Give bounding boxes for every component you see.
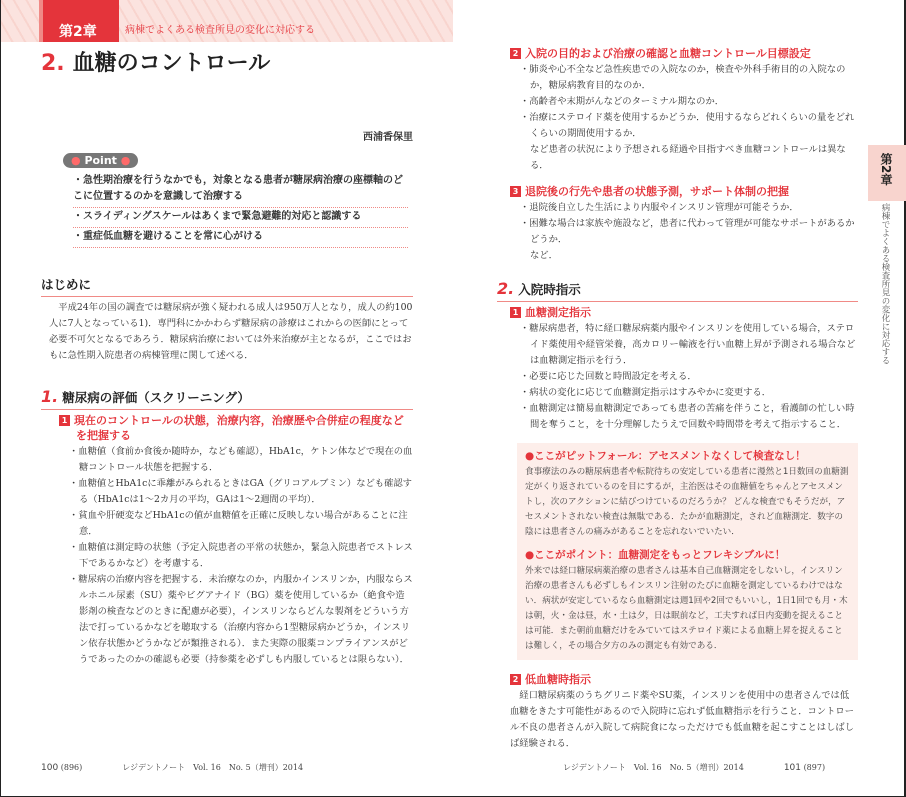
subsection-title: 退院後の行先や患者の状態予測，サポート体制の把握 xyxy=(525,185,789,198)
section1-title: 糖尿病の評価（スクリーニング） xyxy=(62,390,250,405)
page-number: 101 xyxy=(783,763,802,773)
subsection-2-2-text: 経口糖尿病薬のうちグリニド薬やSU薬，インスリンを使用中の患者さんでは低血糖をきたす可能性があるので入院時に忘れず低血糖指示を行うこと．コントロール不良の患者さんが入院して病院食になっただけでも低血糖を起こすことはしばしば経験される． xyxy=(510,690,854,749)
section1-heading xyxy=(41,388,413,410)
tip-title: ●ここがポイント：血糖測定をもっとフレキシブルに！ xyxy=(525,549,786,561)
point-label-text: Point xyxy=(84,154,117,167)
subsection-2-1 xyxy=(510,305,858,320)
subsection-2-2 xyxy=(510,672,858,687)
right-footer-journal: レジデントノート Vol. 16 No. 5（増刊）2014 xyxy=(563,763,744,772)
page-number: 100 xyxy=(41,763,59,773)
subsection-title: 入院の目的および治療の確認と血糖コントロール目標設定 xyxy=(525,47,811,60)
point-item: ・急性期治療を行うなかでも，対象となる患者が糖尿病治療の座標軸のどこに位置するのかを意識して治療する xyxy=(73,172,408,208)
chapter-header xyxy=(39,0,413,42)
num-badge: 2 xyxy=(510,674,521,685)
section2-heading xyxy=(497,280,858,302)
intro-paragraph: 平成24年の国の調査では糖尿病が強く疑われる成人は950万人となり，成人の約100人に7人となっている1)．専門科にかかわらず糖尿病の診療はこれからの医師にとって必要不可欠となるであろう．糖尿病治療においては外来治療が主となるが，ここではおもに急性期入院患者の病棟管理に関して述べる． xyxy=(49,302,413,361)
tips-box xyxy=(517,443,858,660)
num-badge: 1 xyxy=(59,415,70,426)
list-item: ・血糖測定は簡易血糖測定であっても患者の苦痛を伴うこと，看護師の忙しい時間を奪うこと，を十分理解したうえで回数や時間帯を考えて指示すること． xyxy=(520,403,855,430)
subsection-title: 低血糖時指示 xyxy=(525,673,591,686)
subsection-1-1 xyxy=(59,413,413,443)
section2-number: 2. xyxy=(497,279,515,298)
subsection-1-1-list xyxy=(69,444,413,668)
pitfall-title: ●ここがピットフォール：アセスメントなくして検査なし！ xyxy=(525,450,806,462)
intro-heading: はじめに xyxy=(41,276,413,297)
page-sub-number: (896) xyxy=(60,763,83,772)
page-sub-number: (897) xyxy=(803,763,826,772)
list-item: ・血糖値とHbA1cに乖離がみられるときはGA（グリコアルブミン）なども確認する（HbA1cは1～2カ月の平均，GAは1～2週間の平均）． xyxy=(69,478,412,505)
subsection-title: 血糖測定指示 xyxy=(525,306,591,319)
chapter-subtitle: 病棟でよくある検査所見の変化に対応する xyxy=(125,25,315,36)
list-item: ・必要に応じた回数と時間設定を考える． xyxy=(520,371,697,382)
list-item: ・糖尿病の治療内容を把握する．未治療なのか，内服かインスリンか，内服ならスルホニル尿素（SU）薬やビグアナイド（BG）薬を使用しているか（絶食や造影剤の検査などのときに配慮が必要），インスリンならどんな製剤をどういう方法で打っているかなどを聴取する（治療内容から1型糖尿病かどうか，インスリン依存状態かどうかなどが類推される）．また実際の服薬コンプライアンスがどうであったのかの確認も必要（持参薬を必ずしも内服しているとは限らない）． xyxy=(69,574,413,665)
title-number: 2. xyxy=(41,51,65,76)
point-item: ・スライディングスケールはあくまで緊急避難的対応と認識する xyxy=(73,208,408,228)
list-item: ・糖尿病患者，特に経口糖尿病薬内服やインスリンを使用している場合，ステロイド薬使用や経管栄養，高カロリー輸液を行い血糖上昇が予測される場合などは血糖測定指示を行う． xyxy=(520,323,856,366)
list-item: ・困難な場合は家族や施設など，患者に代わって管理が可能なサポートがあるかどうか． xyxy=(520,218,855,245)
list-item: ・高齢者や末期がんなどのターミナル期なのか． xyxy=(520,96,725,107)
list-note: など患者の状況により予想される経過や目指すべき血糖コントロールは異なる． xyxy=(530,144,846,171)
page-title xyxy=(41,50,413,78)
chapter-label: 第2章 xyxy=(39,0,119,42)
num-badge: 2 xyxy=(510,48,521,59)
left-footer xyxy=(41,752,413,796)
subsection-1-3-list xyxy=(520,200,858,264)
right-page-number xyxy=(784,762,825,774)
subsection-2-1-list xyxy=(520,321,858,433)
section1-number: 1. xyxy=(41,387,59,406)
list-item: ・肺炎や心不全など急性疾患での入院なのか，検査や外科手術目的の入院なのか，糖尿病教育目的なのか． xyxy=(520,64,846,91)
subsection-1-2 xyxy=(510,46,858,61)
list-item: ・病状の変化に応じて血糖測定指示はすみやかに変更する． xyxy=(520,387,772,398)
num-badge: 3 xyxy=(510,186,521,197)
pitfall-text: 食事療法のみの糖尿病患者や転院待ちの安定している患者に漫然と1日数回の血糖測定がくり返されているのを目にするが，主治医はその血糖値をちゃんとアセスメントし，次のアクションに結びつけているのだろうか？ どんな検査でもそうだが，アセスメントされない検査は無駄である．たかが血糖測定，されど血糖測定．数字の陰には患者さんの痛みがあることを忘れないでいたい． xyxy=(525,467,849,537)
left-page-number xyxy=(41,762,82,774)
subsection-1-2-list xyxy=(520,62,858,174)
point-label: ● Point ● xyxy=(63,153,138,168)
left-footer-journal: レジデントノート Vol. 16 No. 5（増刊）2014 xyxy=(122,763,304,772)
subsection-title: 現在のコントロールの状態，治療内容，治療歴や合併症の程度などを把握する xyxy=(74,414,404,442)
subsection-1-3 xyxy=(510,184,858,199)
author: 西浦香保里 xyxy=(363,132,413,143)
right-page xyxy=(453,0,906,797)
side-chapter-tab: 第2章 xyxy=(868,145,906,201)
num-badge: 1 xyxy=(510,307,521,318)
list-note: など． xyxy=(530,250,558,261)
list-item: ・血糖値（食前か食後か随時か，なども確認），HbA1c，ケトン体などで現在の血糖コントロール状態を把握する． xyxy=(69,446,413,473)
list-item: ・退院後自立した生活により内服やインスリン管理が可能そうか． xyxy=(520,202,799,213)
title-text: 血糖のコントロール xyxy=(72,51,271,76)
side-chapter-subtitle: 病棟でよくある検査所見の変化に対応する xyxy=(880,203,890,365)
list-item: ・血糖値は測定時の状態（予定入院患者の平常の状態か，緊急入院患者でストレス下であるかなど）を考慮する． xyxy=(69,542,413,569)
list-item: ・治療にステロイド薬を使用するかどうか．使用するならどれくらいの量をどれくらいの期間使用するか． xyxy=(520,112,855,139)
section2-title: 入院時指示 xyxy=(518,282,581,297)
list-item: ・貧血や肝硬変などHbA1cの値が血糖値を正確に反映しない場合があることに注意． xyxy=(69,510,408,537)
point-list xyxy=(73,172,408,248)
point-item: ・重症低血糖を避けることを常に心がける xyxy=(73,228,408,248)
right-footer xyxy=(497,752,858,796)
tip-text: 外来では経口糖尿病薬治療の患者さんは基本自己血糖測定をしないし，インスリン治療の患者さんも必ずしもインスリン注射のたびに血糖を測定しているわけではない．病状が安定しているなら血糖測定は週1回や2回でもいいし，1日1回でも月・木は朝，火・金は昼，水・土は夕，日は眠前など，工夫すれば日内変動を捉えることは可能．また朝前血糖だけをみていてはステロイド薬による血糖上昇を捉えることは難しく，その場合夕方のみの測定も有効である． xyxy=(525,566,848,651)
